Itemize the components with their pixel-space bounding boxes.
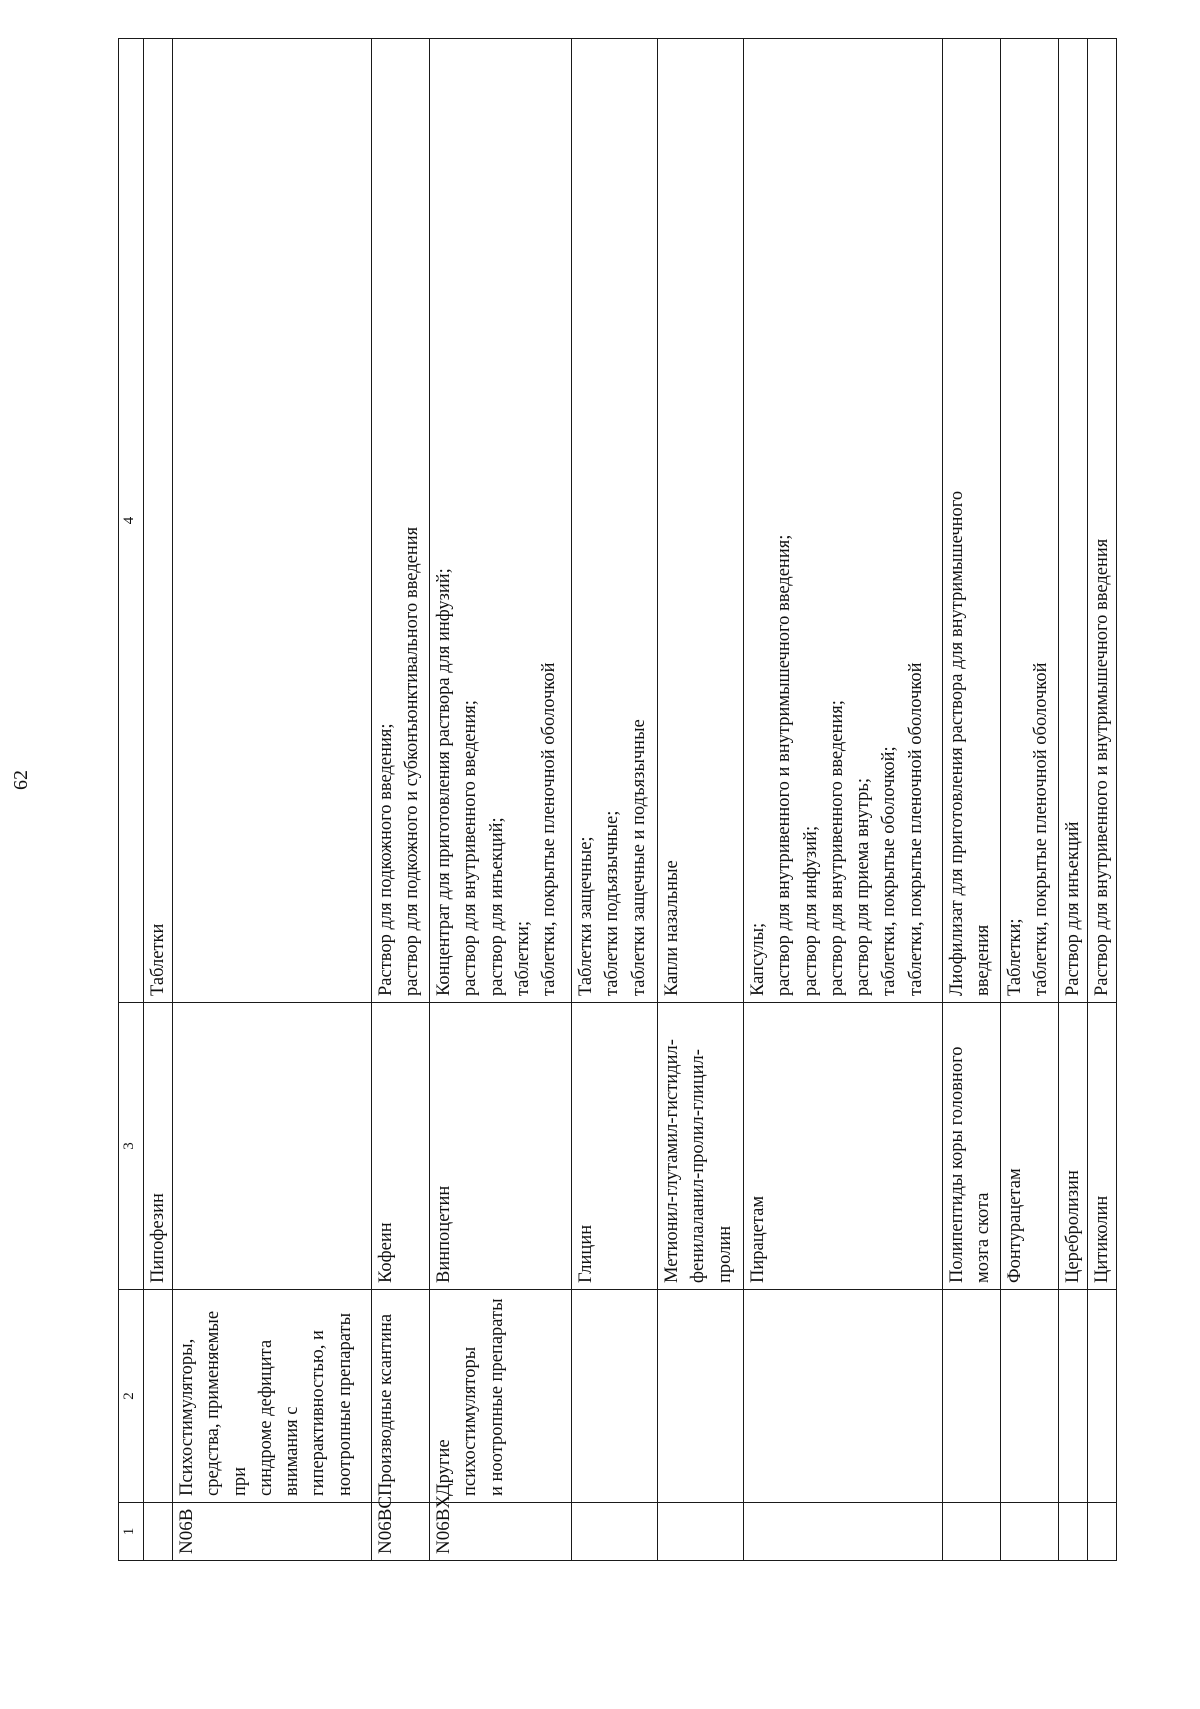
dosage-forms-cell-line: раствор для внутривенного введения; — [826, 700, 847, 996]
drug-name-cell-line: Пирацетам — [748, 1195, 768, 1283]
atc-code-cell — [1088, 1503, 1117, 1561]
group-name-cell-line: внимания с — [282, 1406, 303, 1496]
dosage-forms-cell — [658, 39, 744, 1003]
drug-name-cell — [1088, 1003, 1117, 1290]
atc-code-cell — [744, 1503, 943, 1561]
group-name-cell — [1088, 1290, 1117, 1503]
dosage-forms-cell-line: Раствор для подкожного введения; — [376, 723, 396, 996]
atc-code-cell: N06BX — [430, 1503, 572, 1561]
group-name-cell — [1001, 1290, 1059, 1503]
drug-name-cell-line: Пипофезин — [148, 1193, 168, 1283]
drug-name-cell-line: Церебролизин — [1063, 1170, 1083, 1283]
dosage-forms-cell-line: таблетки, покрытые пленочной оболочкой — [539, 662, 560, 996]
drug-table-body — [119, 39, 1117, 1561]
dosage-forms-cell-line: раствор для внутривенного введения; — [460, 700, 481, 996]
drug-name-cell-line: Фонтурацетам — [1005, 1168, 1025, 1283]
column-number-row — [119, 39, 144, 1561]
dosage-forms-cell — [1088, 39, 1117, 1003]
dosage-forms-cell-line: таблетки, покрытые пленочной оболочкой — [1031, 662, 1052, 996]
atc-code-cell: N06B — [173, 1503, 372, 1561]
dosage-forms-cell-line: таблетки, покрытые пленочной оболочкой — [905, 662, 926, 996]
dosage-forms-cell-line: Концентрат для приготовления раствора для инфузий; — [434, 568, 454, 996]
group-name-cell-line: Другие психостимуляторы — [434, 1346, 481, 1496]
drug-name-cell — [144, 1003, 173, 1290]
group-name-cell — [744, 1290, 943, 1503]
table-row — [144, 39, 173, 1561]
table-row — [658, 39, 744, 1561]
dosage-forms-cell-line: раствор для инъекций; — [486, 817, 507, 996]
dosage-forms-cell — [744, 39, 943, 1003]
dosage-forms-cell-line: раствор для приема внутрь; — [853, 778, 874, 996]
table-row — [1088, 39, 1117, 1561]
drug-name-cell — [173, 1003, 372, 1290]
dosage-forms-cell-line: Таблетки; — [1005, 918, 1025, 996]
drug-table — [118, 38, 1117, 1561]
atc-code-cell: N06BC — [372, 1503, 430, 1561]
dosage-forms-cell — [943, 39, 1001, 1003]
dosage-forms-cell-line: Раствор для инъекций — [1063, 821, 1083, 996]
group-name-cell — [572, 1290, 658, 1503]
table-row — [1059, 39, 1088, 1561]
group-name-cell — [658, 1290, 744, 1503]
column-number-4: 4 — [119, 39, 144, 1003]
drug-name-cell-line: Метионил-глутамил-гистидил- — [662, 1039, 682, 1283]
drug-name-cell — [1059, 1003, 1088, 1290]
dosage-forms-cell-line: Таблетки — [148, 923, 168, 996]
column-number-3: 3 — [119, 1003, 144, 1290]
drug-name-cell-line: Глицин — [576, 1224, 596, 1283]
dosage-forms-cell-line: Капли назальные — [662, 860, 682, 996]
drug-name-cell — [572, 1003, 658, 1290]
dosage-forms-cell-line: таблетки защечные и подъязычные — [628, 719, 649, 996]
dosage-forms-cell-line: введения — [973, 924, 994, 996]
dosage-forms-cell-line: таблетки, покрытые оболочкой; — [879, 746, 900, 996]
drug-name-cell-line: фенилаланил-пролил-глицил- — [688, 1049, 709, 1283]
dosage-forms-cell — [430, 39, 572, 1003]
dosage-forms-cell — [1059, 39, 1088, 1003]
drug-name-cell — [658, 1003, 744, 1290]
dosage-forms-cell-line: Таблетки защечные; — [576, 836, 596, 996]
drug-name-cell-line: пролин — [714, 1225, 735, 1283]
atc-code-cell — [1059, 1503, 1088, 1561]
dosage-forms-cell — [372, 39, 430, 1003]
drug-name-cell-line: Винпоцетин — [434, 1185, 454, 1283]
group-name-cell-line: гиперактивностью, и — [308, 1330, 329, 1496]
dosage-forms-cell-line: Раствор для внутривенного и внутримышечного введения — [1092, 538, 1112, 996]
dosage-forms-cell-line: таблетки подъязычные; — [602, 810, 623, 996]
dosage-forms-cell-line: раствор для инфузий; — [800, 825, 821, 996]
drug-name-cell — [744, 1003, 943, 1290]
dosage-forms-cell-line: Капсулы; — [748, 922, 768, 996]
column-number-2: 2 — [119, 1290, 144, 1503]
drug-name-cell-line: Кофеин — [376, 1222, 396, 1283]
dosage-forms-cell-line: Лиофилизат для приготовления раствора для внутримышечного — [947, 490, 967, 996]
atc-code-cell — [572, 1503, 658, 1561]
group-name-cell — [372, 1290, 430, 1503]
table-row — [430, 39, 572, 1561]
atc-code-cell — [943, 1503, 1001, 1561]
group-name-cell — [173, 1290, 372, 1503]
page-number-text: 62 — [10, 770, 32, 790]
dosage-forms-cell-line: таблетки; — [512, 920, 533, 996]
dosage-forms-cell — [144, 39, 173, 1003]
table-row — [372, 39, 430, 1561]
column-number-1: 1 — [119, 1503, 144, 1561]
drug-name-cell-line: мозга скота — [973, 1192, 994, 1283]
group-name-cell — [430, 1290, 572, 1503]
group-name-cell-line: Производные ксантина — [376, 1313, 396, 1496]
group-name-cell — [1059, 1290, 1088, 1503]
group-name-cell — [144, 1290, 173, 1503]
drug-table-frame — [118, 39, 1124, 1561]
dosage-forms-cell — [1001, 39, 1059, 1003]
drug-name-cell — [372, 1003, 430, 1290]
atc-code-cell — [658, 1503, 744, 1561]
table-row — [1001, 39, 1059, 1561]
atc-code-cell — [1001, 1503, 1059, 1561]
group-name-cell-line: синдроме дефицита — [255, 1339, 276, 1496]
group-name-cell-line: Психостимуляторы, — [177, 1338, 197, 1496]
drug-name-cell-line: Полипептиды коры головного — [947, 1046, 967, 1283]
drug-name-cell — [430, 1003, 572, 1290]
group-name-cell-line: ноотропные препараты — [334, 1312, 355, 1496]
group-name-cell — [943, 1290, 1001, 1503]
group-name-cell-line: средства, применяемые при — [203, 1310, 250, 1496]
drug-name-cell-line: Цитиколин — [1092, 1195, 1112, 1283]
table-row — [943, 39, 1001, 1561]
dosage-forms-cell — [173, 39, 372, 1003]
dosage-forms-cell-line: раствор для подкожного и субконъюнктивального введения — [402, 526, 423, 996]
drug-name-cell — [1001, 1003, 1059, 1290]
table-row — [572, 39, 658, 1561]
dosage-forms-cell-line: раствор для внутривенного и внутримышечного введения; — [774, 534, 795, 996]
drug-name-cell — [943, 1003, 1001, 1290]
atc-code-cell — [144, 1503, 173, 1561]
dosage-forms-cell — [572, 39, 658, 1003]
group-name-cell-line: и ноотропные препараты — [486, 1298, 507, 1496]
table-row — [744, 39, 943, 1561]
table-row — [173, 39, 372, 1561]
